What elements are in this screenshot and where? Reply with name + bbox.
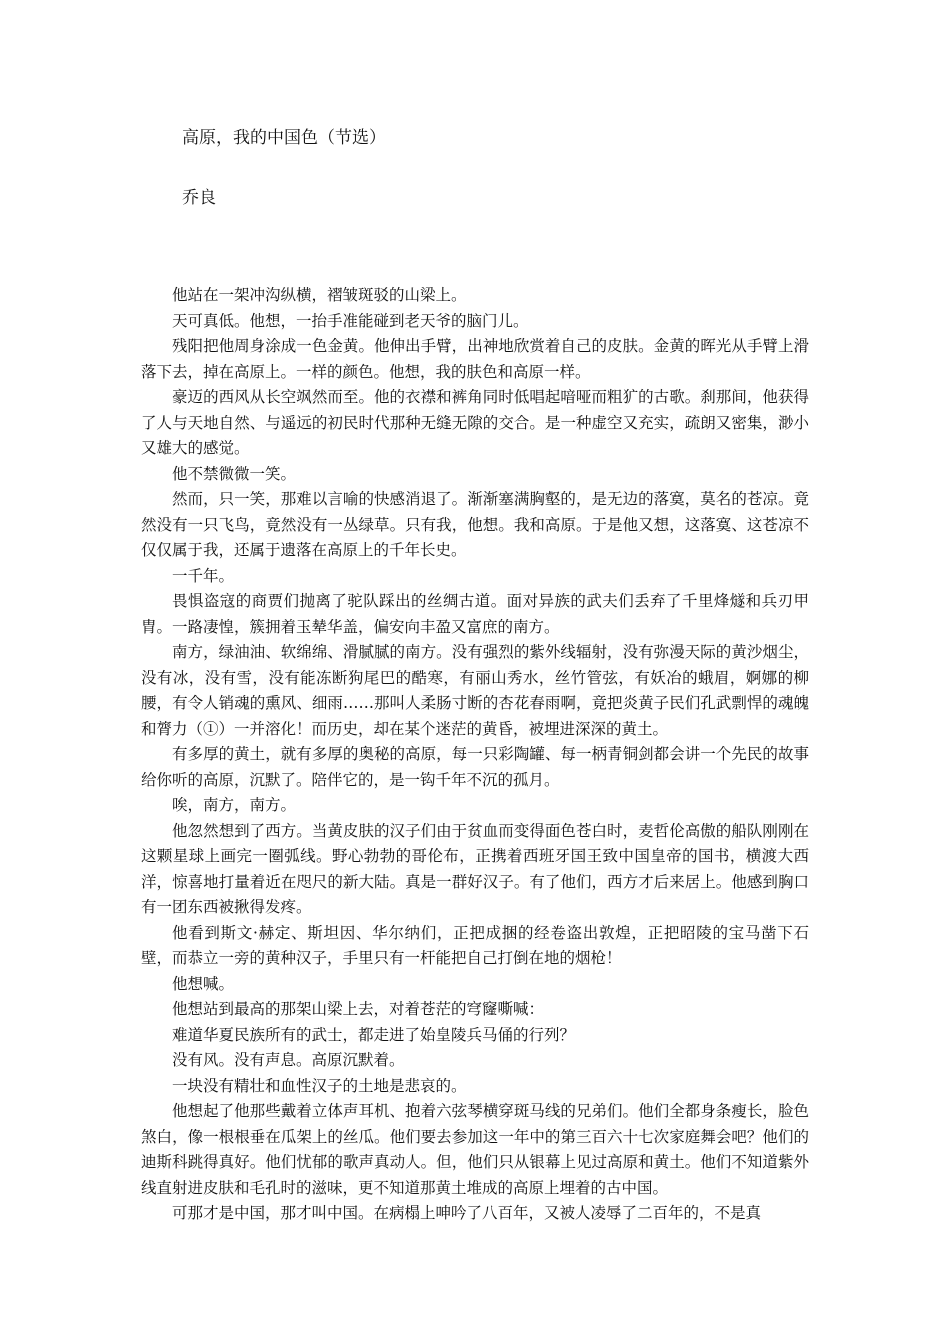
paragraph: 一块没有精壮和血性汉子的土地是悲哀的。 — [172, 1076, 467, 1095]
paragraph: 天可真低。他想，一抬手准能碰到老天爷的脑门儿。 — [172, 311, 529, 330]
paragraph: 他看到斯文·赫定、斯坦因、华尔纳们，正把成捆的经卷盗出敦煌，正把昭陵的宝马凿下石壁，而恭立一旁的黄种汉子，手里只有一杆能把自己打倒在地的烟枪！ — [141, 923, 809, 967]
paragraph: 他想喊。 — [172, 974, 235, 993]
paragraph: 没有风。没有声息。高原沉默着。 — [172, 1051, 405, 1069]
paragraph: 豪迈的西风从长空飒然而至。他的衣襟和裤角同时低唱起喑哑而粗犷的古歌。刹那间，他获得了人与天地自然、与遥远的初民时代那种无缝无隙的交合。是一种虚空又充实，疏朗又密集，渺小又雄大的感觉。 — [141, 388, 809, 457]
document-author: 乔良 — [182, 188, 216, 208]
paragraph: 他站在一架冲沟纵横，褶皱斑驳的山梁上。 — [172, 286, 467, 304]
paragraph: 他不禁微微一笑。 — [172, 464, 297, 483]
paragraph: 难道华夏民族所有的武士，都走进了始皇陵兵马俑的行列？ — [172, 1025, 576, 1044]
paragraph: 畏惧盗寇的商贾们抛离了驼队踩出的丝绸古道。面对异族的武夫们丢弃了千里烽燧和兵刃甲胄。一路凄惶，簇拥着玉辇华盖，偏安向丰盈又富庶的南方。 — [141, 592, 809, 636]
paragraph: 残阳把他周身涂成一色金黄。他伸出手臂，出神地欣赏着自己的皮肤。金黄的晖光从手臂上滑落下去，掉在高原上。一样的颜色。他想，我的肤色和高原一样。 — [141, 337, 809, 381]
paragraph: 他想站到最高的那架山梁上去，对着苍茫的穹窿嘶喊： — [172, 1000, 545, 1018]
paragraph: 一千年。 — [172, 566, 235, 585]
paragraph: 南方，绿油油、软绵绵、滑腻腻的南方。没有强烈的紫外线辐射，没有弥漫天际的黄沙烟尘，没有冰，没有雪，没有能冻断狗尾巴的酷寒，有丽山秀水，丝竹管弦，有妖冶的蛾眉，婀娜的柳腰，有令人销魂的熏风、细雨……那叫人柔肠寸断的杏花春雨啊，竟把炎黄子民们孔武剽悍的魂魄和膂力（①）一并溶化！而历史，却在某个迷茫的黄昏，被埋进深深的黄土。 — [141, 643, 809, 738]
paragraph: 可那才是中国，那才叫中国。在病榻上呻吟了八百年，又被人凌辱了二百年的，不是真 — [172, 1204, 762, 1222]
paragraph: 然而，只一笑，那难以言喻的快感消退了。渐渐塞满胸壑的，是无边的落寞，莫名的苍凉。竟然没有一只飞鸟，竟然没有一丛绿草。只有我，他想。我和高原。于是他又想，这落寞、这苍凉不仅仅属于我，还属于遗落在高原上的千年长史。 — [141, 490, 809, 559]
document-title: 高原，我的中国色（节选） — [182, 128, 386, 148]
paragraph: 他想起了他那些戴着立体声耳机、抱着六弦琴横穿斑马线的兄弟们。他们全都身条瘦长，脸色煞白，像一根根垂在瓜架上的丝瓜。他们要去参加这一年中的第三百六十七次家庭舞会吧？他们的迪斯科跳得真好。他们忧郁的歌声真动人。但，他们只从银幕上见过高原和黄土。他们不知道紫外线直射进皮肤和毛孔时的滋味，更不知道那黄土堆成的高原上埋着的古中国。 — [141, 1102, 809, 1197]
paragraph: 有多厚的黄土，就有多厚的奥秘的高原，每一只彩陶罐、每一柄青铜剑都会讲一个先民的故事给你听的高原，沉默了。陪伴它的，是一钩千年不沉的孤月。 — [141, 745, 809, 789]
document-body — [141, 283, 809, 1227]
paragraph: 唉，南方，南方。 — [172, 796, 297, 814]
paragraph: 他忽然想到了西方。当黄皮肤的汉子们由于贫血而变得面色苍白时，麦哲伦高傲的船队刚刚在这颗星球上画完一圈弧线。野心勃勃的哥伦布，正携着西班牙国王致中国皇帝的国书，横渡大西洋，惊喜地打量着近在咫尺的新大陆。真是一群好汉子。有了他们，西方才后来居上。他感到胸口有一团东西被揪得发疼。 — [141, 821, 809, 916]
